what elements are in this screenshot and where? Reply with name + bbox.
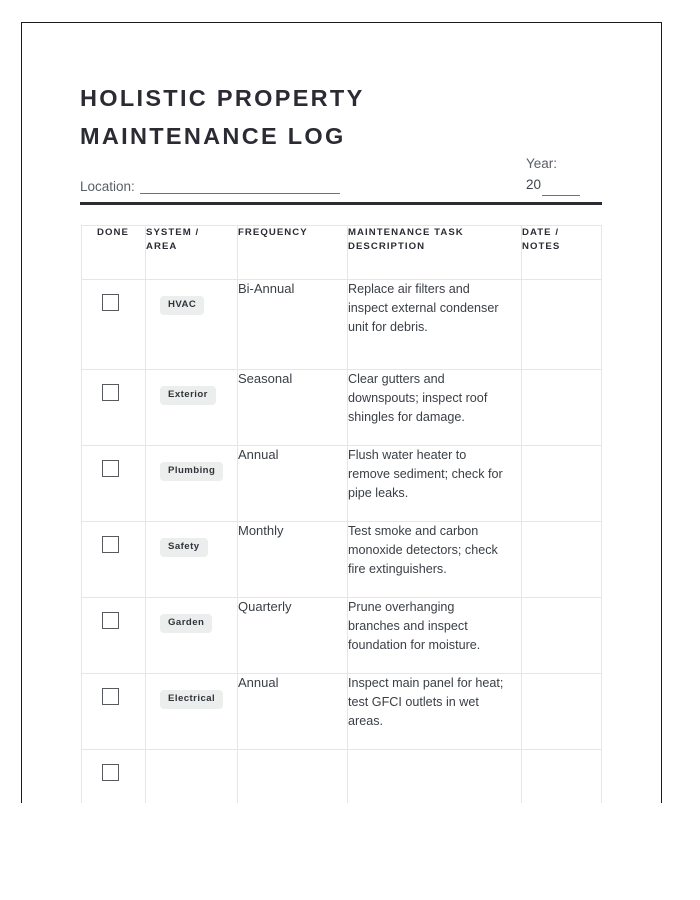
table-header-row — [82, 226, 602, 280]
cell-date-notes[interactable] — [522, 522, 602, 598]
cell-date-notes[interactable] — [522, 674, 602, 750]
maintenance-task-text: Inspect main panel for heat; test GFCI outlets in wet areas. — [348, 676, 504, 729]
cell-date-notes[interactable] — [522, 370, 602, 446]
cell-done — [82, 370, 146, 446]
cell-system-area — [146, 598, 238, 674]
cell-date-notes[interactable] — [522, 280, 602, 370]
cell-system-area — [146, 674, 238, 750]
column-header-task-line-2: DESCRIPTION — [348, 240, 426, 252]
cell-frequency — [238, 446, 348, 522]
cell-system-area — [146, 446, 238, 522]
cell-maintenance-task — [348, 522, 522, 598]
system-area-tag: Plumbing — [160, 462, 223, 481]
cell-maintenance-task — [348, 674, 522, 750]
done-checkbox[interactable] — [102, 294, 119, 311]
frequency-text: Quarterly — [238, 599, 292, 614]
cell-done — [82, 446, 146, 522]
table-body — [82, 280, 602, 804]
cell-date-notes[interactable] — [522, 598, 602, 674]
done-checkbox[interactable] — [102, 688, 119, 705]
cell-system-area — [146, 280, 238, 370]
page-title-line-1: HOLISTIC PROPERTY — [80, 85, 365, 111]
cell-frequency — [238, 674, 348, 750]
cell-maintenance-task — [348, 446, 522, 522]
table-row — [82, 674, 602, 750]
cell-date-notes[interactable] — [522, 446, 602, 522]
frequency-text: Bi-Annual — [238, 281, 295, 296]
cell-frequency — [238, 522, 348, 598]
year-label: Year: — [525, 156, 557, 172]
table-header — [82, 226, 602, 280]
column-header-task-line-1: MAINTENANCE TASK — [348, 227, 464, 238]
location-label: Location: — [80, 179, 135, 195]
cell-system-area — [146, 522, 238, 598]
maintenance-task-text: Test smoke and carbon monoxide detectors; check fire extinguishers. — [348, 524, 498, 577]
cell-maintenance-task — [348, 370, 522, 446]
system-area-tag: HVAC — [160, 296, 204, 315]
cell-done — [82, 522, 146, 598]
masthead-divider — [80, 202, 602, 205]
table-row-blank — [82, 750, 602, 804]
maintenance-task-text: Flush water heater to remove sediment; check for pipe leaks. — [348, 448, 503, 501]
year-field[interactable] — [526, 154, 580, 196]
frequency-text: Monthly — [238, 523, 284, 538]
location-field[interactable] — [80, 179, 340, 194]
column-header-system-area — [146, 226, 238, 280]
system-area-tag: Safety — [160, 538, 208, 557]
done-checkbox[interactable] — [102, 460, 119, 477]
cell-system-area — [146, 750, 238, 804]
maintenance-task-text: Clear gutters and downspouts; inspect roof shingles for damage. — [348, 372, 488, 425]
column-header-notes-line-1: DATE / — [522, 227, 560, 238]
cell-frequency — [238, 598, 348, 674]
column-header-done-line-1: DONE — [97, 227, 129, 238]
table-row — [82, 522, 602, 598]
done-checkbox[interactable] — [102, 764, 119, 781]
column-header-system-line-2: AREA — [146, 240, 178, 252]
table-row — [82, 598, 602, 674]
cell-done — [82, 598, 146, 674]
column-header-frequency — [238, 226, 348, 280]
system-area-tag: Garden — [160, 614, 212, 633]
maintenance-task-text: Prune overhanging branches and inspect foundation for moisture. — [348, 600, 481, 653]
frequency-text: Seasonal — [238, 371, 293, 386]
table-row — [82, 280, 602, 370]
column-header-notes-line-2: NOTES — [522, 240, 561, 252]
maintenance-task-text: Replace air filters and inspect external condenser unit for debris. — [348, 282, 499, 335]
document-page — [21, 22, 662, 803]
year-prefix: 20 — [525, 177, 541, 193]
frequency-text: Annual — [238, 447, 279, 462]
frequency-text: Annual — [238, 675, 279, 690]
table-row — [82, 446, 602, 522]
cell-done — [82, 750, 146, 804]
column-header-frequency-line-1: FREQUENCY — [238, 227, 308, 238]
column-header-date-notes — [522, 226, 602, 280]
done-checkbox[interactable] — [102, 384, 119, 401]
table-row — [82, 370, 602, 446]
cell-done — [82, 674, 146, 750]
cell-date-notes[interactable] — [522, 750, 602, 804]
cell-maintenance-task — [348, 750, 522, 804]
system-area-tag: Exterior — [160, 386, 216, 405]
cell-maintenance-task — [348, 598, 522, 674]
column-header-done — [82, 226, 146, 280]
page-title-line-2: MAINTENANCE LOG — [80, 123, 346, 150]
cell-done — [82, 280, 146, 370]
done-checkbox[interactable] — [102, 536, 119, 553]
location-write-in-line[interactable] — [140, 181, 340, 194]
system-area-tag: Electrical — [160, 690, 223, 709]
document-masthead — [80, 79, 602, 205]
cell-frequency — [238, 370, 348, 446]
maintenance-log-table — [81, 225, 602, 803]
masthead-meta-row — [80, 156, 602, 195]
maintenance-log-table-wrapper — [81, 225, 601, 803]
cell-system-area — [146, 370, 238, 446]
column-header-system-line-1: SYSTEM / — [146, 227, 200, 238]
year-write-in-line[interactable] — [542, 184, 580, 196]
cell-maintenance-task — [348, 280, 522, 370]
cell-frequency — [238, 750, 348, 804]
cell-frequency — [238, 280, 348, 370]
done-checkbox[interactable] — [102, 612, 119, 629]
column-header-maintenance-task — [348, 226, 522, 280]
